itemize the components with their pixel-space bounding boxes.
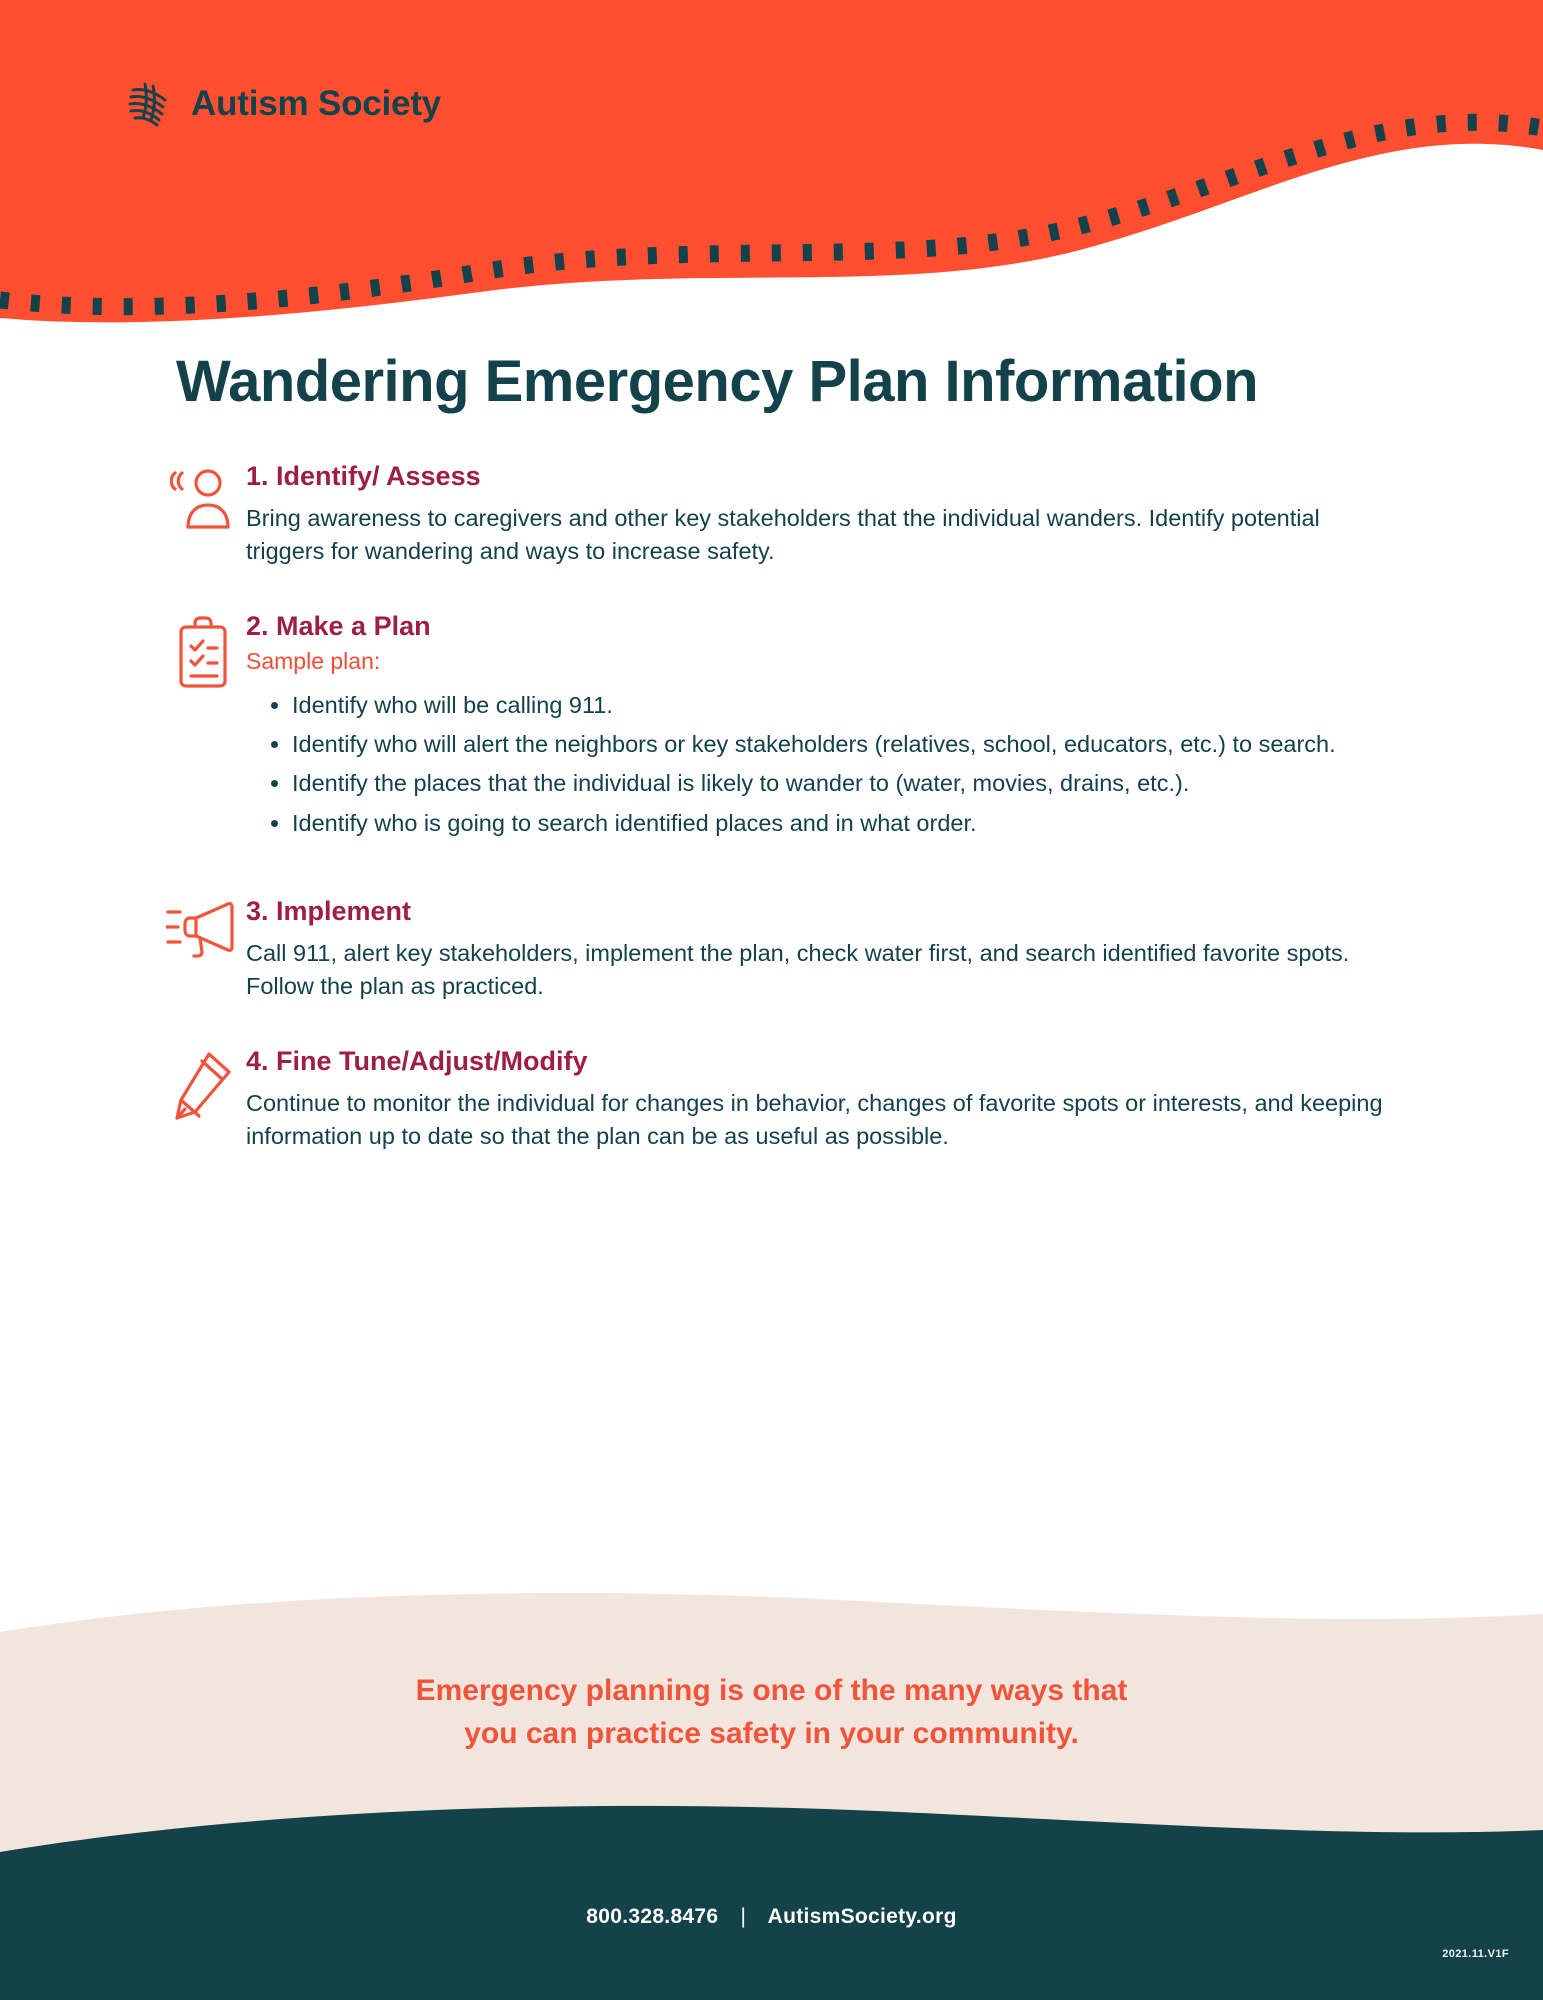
steps-list (0, 459, 1543, 1154)
clipboard-checklist-icon (160, 609, 246, 693)
footer-graphic (0, 1790, 1543, 2000)
step-text: Call 911, alert key stakeholders, implement the plan, check water first, and search identified favorite spots. Follow the plan as practiced. (246, 940, 1350, 1000)
step-title: 1. Identify/ Assess (246, 460, 481, 491)
pencil-icon (160, 1044, 246, 1124)
brand-name: Autism Society (191, 84, 442, 123)
step-title: 4. Fine Tune/Adjust/Modify (246, 1045, 588, 1076)
footer-separator: | (740, 1905, 747, 1928)
tagline-text (0, 1670, 1543, 1755)
tagline-line-1: Emergency planning is one of the many ways that (415, 1674, 1128, 1707)
step-item (160, 609, 1393, 846)
brand (125, 78, 441, 130)
sample-plan-list (246, 689, 1393, 840)
step-text: Continue to monitor the individual for changes in behavior, changes of favorite spots or interests, and keeping information up to date so that the plan can be as useful as possible. (246, 1089, 1383, 1150)
megaphone-icon (160, 894, 246, 960)
page-title: Wandering Emergency Plan Information (176, 349, 1259, 414)
step-item (160, 459, 1393, 569)
main-content (0, 350, 1543, 1154)
step-text: Bring awareness to caregivers and other key stakeholders that the individual wanders. Identify potential triggers for wandering and ways to increase safety. (246, 504, 1320, 565)
list-item: • Identify who will be calling 911. (292, 689, 1393, 722)
autism-society-logo-icon (125, 78, 177, 130)
footer-phone[interactable]: 800.328.8476 (586, 1905, 719, 1928)
tagline-line-2: you can practice safety in your community. (464, 1716, 1079, 1750)
step-item (160, 894, 1393, 1004)
header-banner (0, 0, 1543, 400)
footer-website-link[interactable]: AutismSociety.org (767, 1905, 957, 1928)
list-item: • Identify who will alert the neighbors or key stakeholders (relatives, school, educators, etc.) to search. (292, 728, 1393, 761)
step-item (160, 1044, 1393, 1154)
step-subtitle: Sample plan: (246, 647, 381, 674)
document-code: 2021.11.V1F (1442, 1948, 1509, 1960)
footer-contact (0, 1905, 1543, 1929)
list-item: • Identify who is going to search identified places and in what order. (292, 807, 1393, 840)
step-title: 2. Make a Plan (246, 610, 431, 641)
person-alert-icon (160, 459, 246, 535)
header-wave-graphic (0, 0, 1543, 400)
step-title: 3. Implement (246, 896, 412, 927)
list-item: • Identify the places that the individual is likely to wander to (water, movies, drains, etc.). (292, 767, 1393, 800)
footer (0, 1790, 1543, 2000)
